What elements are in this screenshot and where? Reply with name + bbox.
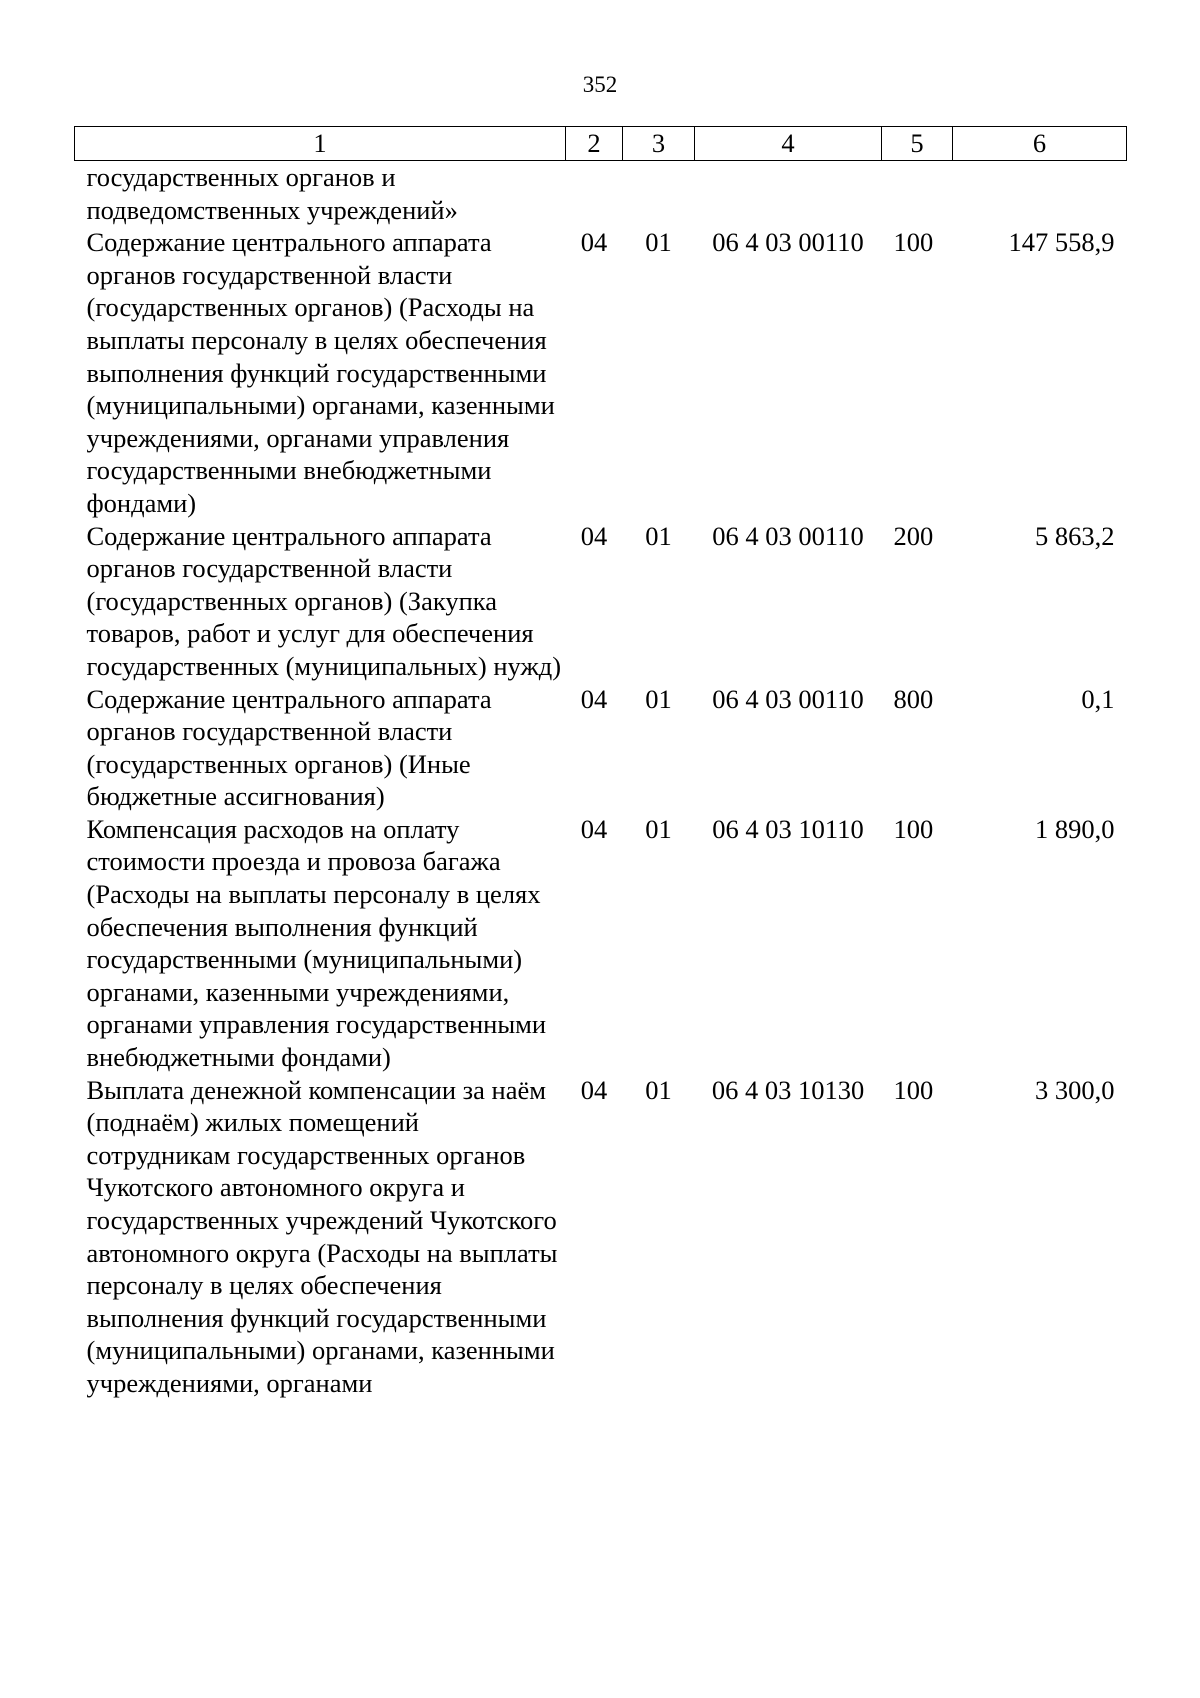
table-row	[75, 683, 1127, 813]
row-expense-type	[882, 161, 953, 227]
table-row	[75, 226, 1127, 519]
row-amount	[953, 161, 1127, 227]
row-subsection: 01	[645, 227, 672, 258]
table-row	[75, 520, 1127, 683]
row-subsection	[623, 161, 695, 227]
row-amount: 0,1	[1081, 683, 1115, 714]
row-description: Содержание центрального аппарата органов государственной власти (государственных органов) (Закупка товаров, работ и услуг для обеспечения государственных (муниципальных) нужд)	[86, 520, 562, 681]
row-amount: 1 890,0	[1035, 813, 1115, 844]
row-section: 04	[580, 227, 608, 258]
budget-table	[74, 126, 1127, 1400]
row-section: 04	[580, 1074, 608, 1105]
row-section: 04	[580, 813, 608, 844]
row-target-code: 06 4 03 00110	[712, 520, 864, 551]
row-amount: 3 300,0	[1035, 1074, 1115, 1105]
header-col-5: 5	[882, 127, 953, 161]
row-target-code: 06 4 03 10110	[712, 813, 864, 844]
row-target-code: 06 4 03 00110	[712, 227, 864, 258]
table-body	[75, 161, 1127, 1400]
row-amount: 147 558,9	[1008, 227, 1115, 258]
row-target-code: 06 4 03 10130	[711, 1074, 865, 1105]
row-expense-type: 200	[893, 520, 934, 551]
row-description: государственных органов и подведомственных учреждений»	[86, 162, 458, 225]
row-subsection: 01	[645, 520, 672, 551]
header-col-1: 1	[75, 127, 566, 161]
table-row	[75, 813, 1127, 1074]
table-row	[75, 1074, 1127, 1400]
row-target-code	[695, 161, 882, 227]
row-amount: 5 863,2	[1035, 520, 1115, 551]
row-expense-type: 100	[893, 227, 934, 258]
header-col-6: 6	[953, 127, 1127, 161]
row-description: Компенсация расходов на оплату стоимости проезда и провоза багажа (Расходы на выплаты персоналу в целях обеспечения выполнения функций государственными (муниципальными) органами, казенными учреждениями, органами управления государственными внебюджетными фондами)	[86, 813, 547, 1073]
row-section: 04	[580, 520, 608, 551]
header-col-2: 2	[566, 127, 623, 161]
row-description: Содержание центрального аппарата органов государственной власти (государственных органов) (Расходы на выплаты персоналу в целях обеспечения выполнения функций государственными (муниципальными) органами, казенными учреждениями, органами управления государственными внебюджетными фондами)	[86, 227, 555, 518]
row-target-code: 06 4 03 00110	[712, 683, 864, 714]
row-description: Выплата денежной компенсации за наём (поднаём) жилых помещений сотрудникам государственных органов Чукотского автономного округа и государственных учреждений Чукотского автономного округа (Расходы на выплаты персоналу в целях обеспечения выполнения функций государственными (муниципальными) органами, казенными учреждениями, органами	[86, 1074, 558, 1398]
row-expense-type: 800	[893, 683, 934, 714]
row-subsection: 01	[645, 683, 672, 714]
table-header	[75, 127, 1127, 161]
header-col-4: 4	[695, 127, 882, 161]
row-subsection: 01	[645, 813, 672, 844]
row-expense-type: 100	[893, 813, 934, 844]
row-section	[566, 161, 623, 227]
header-row	[75, 127, 1127, 161]
row-subsection: 01	[645, 1074, 672, 1105]
page-number: 352	[582, 72, 618, 97]
table-row	[75, 161, 1127, 227]
header-col-3: 3	[623, 127, 695, 161]
row-description: Содержание центрального аппарата органов государственной власти (государственных органов) (Иные бюджетные ассигнования)	[86, 683, 492, 812]
row-section: 04	[580, 683, 608, 714]
row-expense-type: 100	[893, 1074, 934, 1105]
